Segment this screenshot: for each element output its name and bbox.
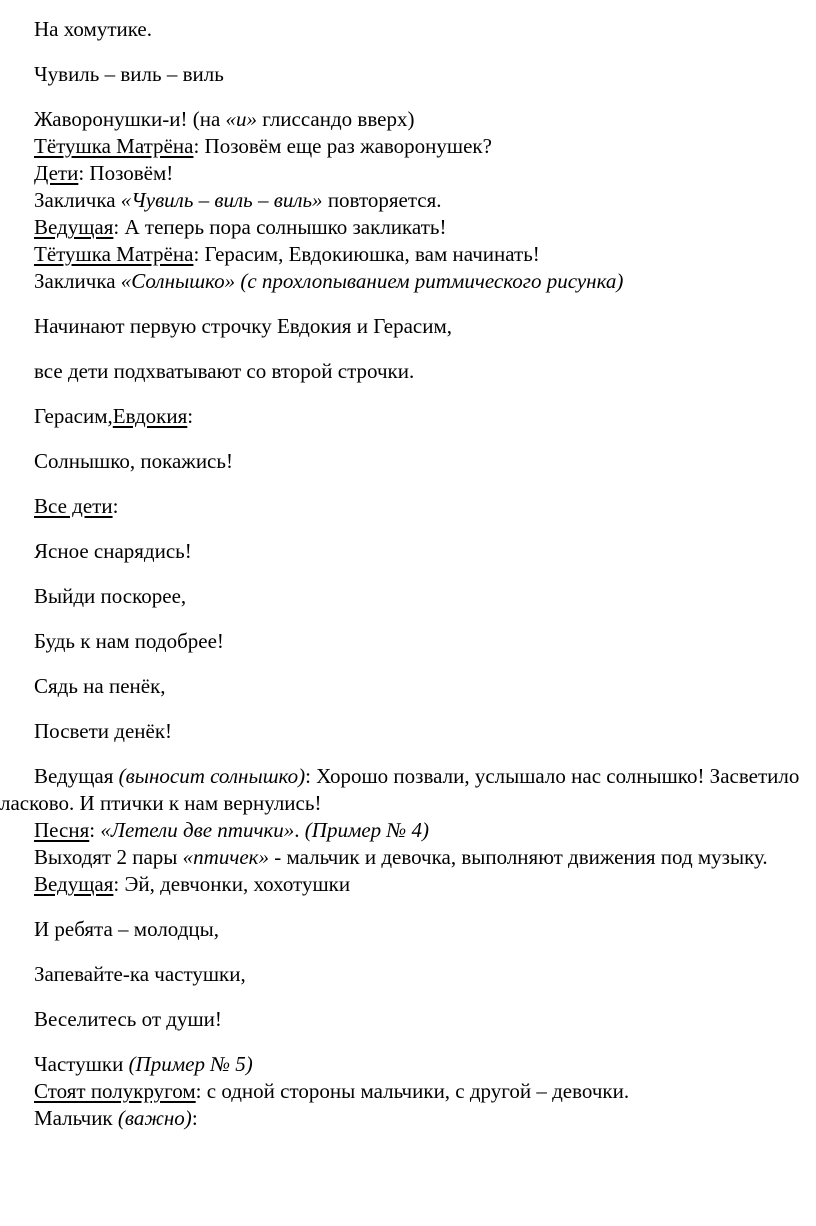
line-text: Солнышко, покажись! (34, 449, 233, 473)
line-text: Начинают первую строчку Евдокия и Герасим, (34, 314, 452, 338)
text-line (0, 241, 816, 268)
speaker-name: Все дети (34, 494, 113, 518)
speaker-name: Тётушка Матрёна (34, 242, 194, 266)
text-line (0, 1105, 816, 1132)
text-line (0, 268, 816, 295)
line-text: : Герасим, Евдокиюшка, вам начинать! (193, 242, 540, 266)
line-text: И ребята – молодцы, (34, 917, 219, 941)
line-text: Будь к нам подобрее! (34, 629, 224, 653)
line-text: Ясное снарядись! (34, 539, 192, 563)
line-text: Чувиль – виль – виль (34, 62, 224, 86)
line-text: Мальчик (34, 1106, 118, 1130)
line-text: . (294, 818, 305, 842)
speaker-name: Дети (34, 161, 79, 185)
italic-text: (важно) (117, 1106, 192, 1130)
line-text: : Эй, девчонки, хохотушки (113, 872, 351, 896)
text-line (0, 448, 816, 475)
italic-text: (выносит солнышко) (118, 764, 306, 788)
text-line (0, 493, 816, 520)
line-text: : (112, 494, 119, 518)
line-text: повторяется. (322, 188, 442, 212)
text-line (0, 313, 816, 340)
line-text: глиссандо вверх) (257, 107, 415, 131)
italic-text: «Летели две птички» (100, 818, 295, 842)
speaker-name: Евдокия (112, 404, 188, 428)
text-line (0, 16, 816, 43)
text-paragraph (0, 763, 816, 817)
line-text: : Позовём еще раз жаворонушек? (193, 134, 492, 158)
text-line (0, 187, 816, 214)
text-line (0, 160, 816, 187)
text-line (0, 628, 816, 655)
text-paragraph (0, 844, 816, 871)
text-line (0, 718, 816, 745)
line-text: Ведущая (34, 764, 119, 788)
speaker-name: Стоят полукругом (34, 1079, 196, 1103)
line-text: На хомутике. (34, 17, 152, 41)
line-text: Запевайте-ка частушки, (34, 962, 246, 986)
line-text: Выходят 2 пары (34, 845, 183, 869)
line-text: Герасим, (34, 404, 113, 428)
line-text: Закличка (34, 269, 121, 293)
speaker-name: Тётушка Матрёна (34, 134, 194, 158)
speaker-name: Песня (34, 818, 90, 842)
line-text: Посвети денёк! (34, 719, 173, 743)
text-line (0, 1006, 816, 1033)
document-page (0, 16, 816, 1132)
text-line (0, 133, 816, 160)
speaker-name: Ведущая (34, 215, 114, 239)
line-text: Закличка (34, 188, 121, 212)
text-line (0, 1051, 816, 1078)
line-text: - мальчик и девочка, выполняют движения под музыку. (268, 845, 768, 869)
line-text: Выйди поскорее, (34, 584, 187, 608)
text-line (0, 538, 816, 565)
line-text: : с одной стороны мальчики, с другой – девочки. (195, 1079, 630, 1103)
text-line (0, 961, 816, 988)
italic-text: «птичек» (182, 845, 269, 869)
line-text: Частушки (34, 1052, 129, 1076)
line-text: : Хорошо позвали, услышало нас солнышко! Засветило ласково. И птички к нам вернулись! (0, 764, 800, 815)
line-text: все дети подхватывают со второй строчки. (34, 359, 415, 383)
text-line (0, 916, 816, 943)
line-text: : (191, 1106, 198, 1130)
italic-text: «Чувиль – виль – виль» (120, 188, 323, 212)
line-text: : Позовём! (78, 161, 174, 185)
text-line (0, 871, 816, 898)
text-line (0, 1078, 816, 1105)
line-text: : (89, 818, 101, 842)
speaker-name: Ведущая (34, 872, 114, 896)
line-text: Жаворонушки-и! (на (34, 107, 226, 131)
line-text: : (187, 404, 194, 428)
line-text: : А теперь пора солнышко закликать! (113, 215, 447, 239)
text-line (0, 583, 816, 610)
italic-text: (Пример № 4) (304, 818, 429, 842)
italic-text: «Солнышко» (с прохлопыванием ритмического рисунка) (120, 269, 624, 293)
line-text: Веселитесь от души! (34, 1007, 222, 1031)
text-line (0, 61, 816, 88)
text-line (0, 358, 816, 385)
text-line (0, 817, 816, 844)
text-line (0, 673, 816, 700)
italic-text: (Пример № 5) (128, 1052, 253, 1076)
text-line (0, 106, 816, 133)
line-text: Сядь на пенёк, (34, 674, 166, 698)
text-line (0, 403, 816, 430)
text-line (0, 214, 816, 241)
italic-text: «и» (225, 107, 258, 131)
